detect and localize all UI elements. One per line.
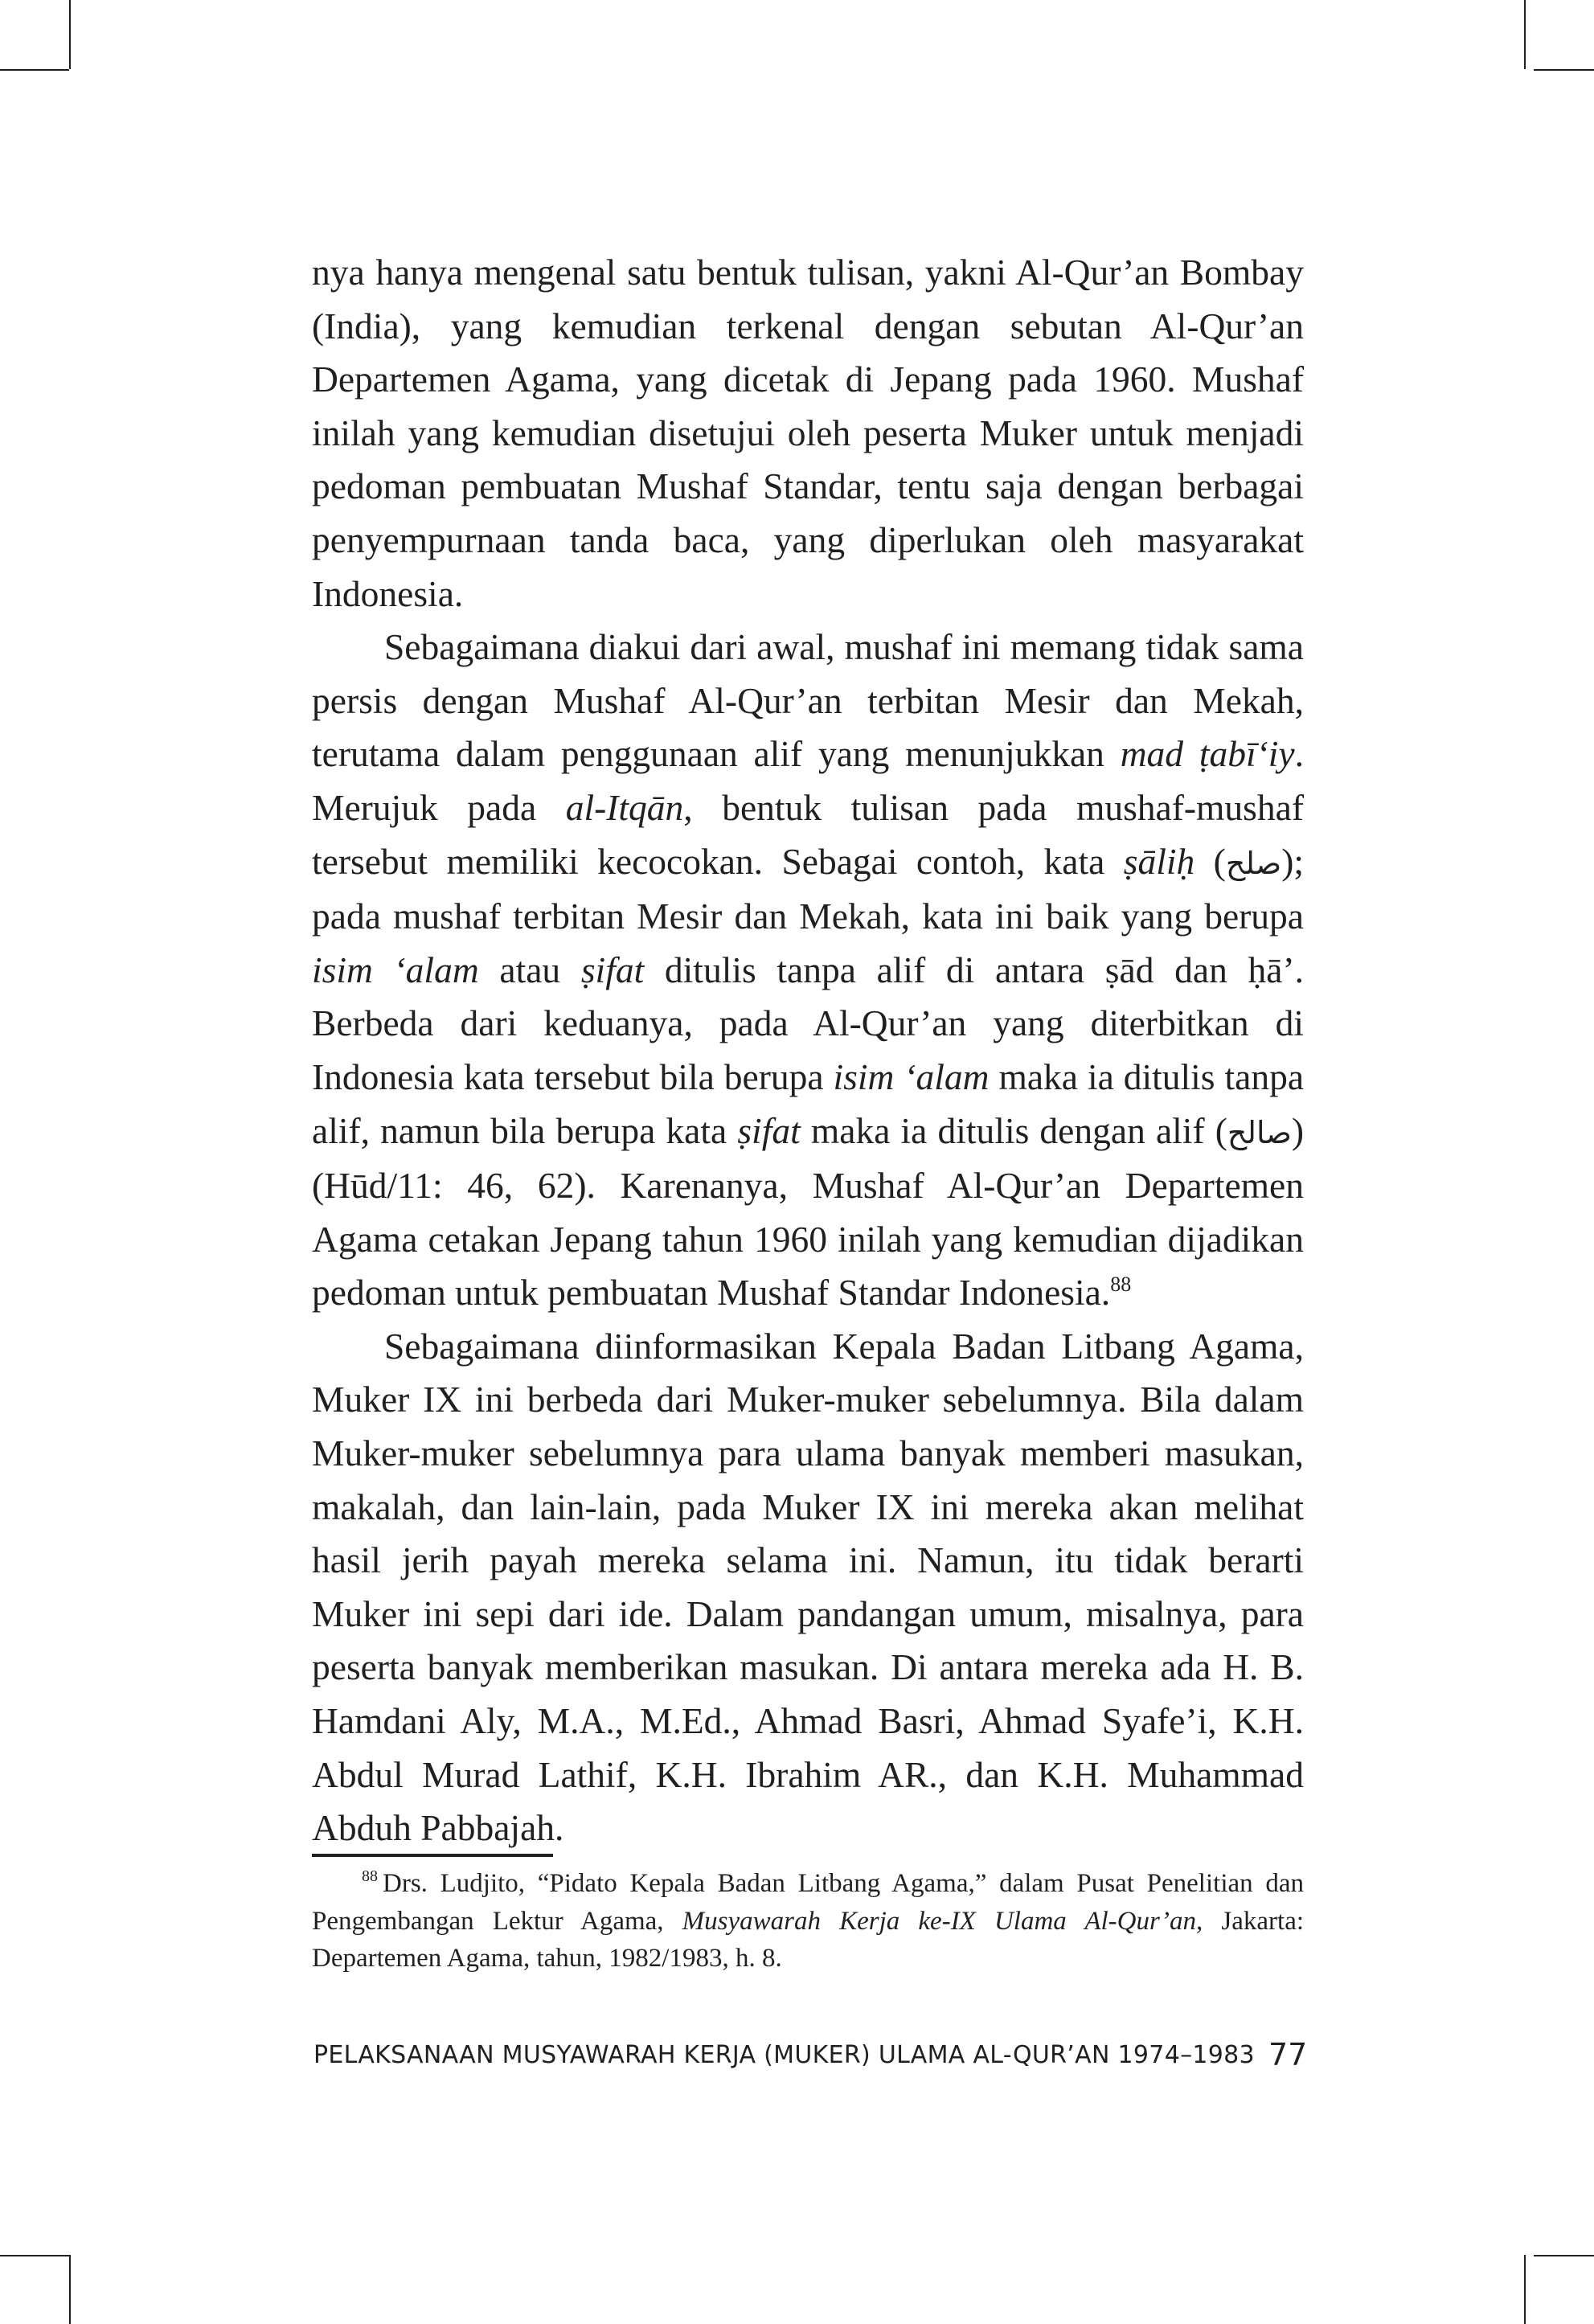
crop-mark-top-left-horizontal (0, 69, 69, 71)
text-run: ); pada mushaf terbitan Mesir dan Mekah, kata ini baik yang berupa (312, 840, 1304, 937)
italic-term: ṣāliḥ (1123, 840, 1195, 882)
text-run: Jakarta: Departemen Agama, tahun, 1982/1983, h. 8. (312, 1906, 1305, 1973)
italic-term: ṣifat (737, 1109, 801, 1151)
text-run: , bentuk tulisan pada mushaf-mushaf tersebut memiliki kecocokan. Sebagai contoh, kata (312, 786, 1304, 882)
text-run: maka ia ditulis tanpa alif, namun bila berupa kata (312, 1055, 1305, 1151)
text-run: Sebagaimana diinformasikan Kepala Badan Litbang Agama, Muker IX ini berbeda dari Muker-muker sebelumnya. Bila dalam Muker-muker sebelumnya para ulama banyak memberi masukan, makalah, dan lain-lain, pada Muker IX ini mereka akan melihat hasil jerih payah mereka selama ini. Namun, itu tidak berarti Muker ini sepi dari ide. Dalam pandangan umum, misalnya, para peserta banyak memberikan masukan. Di antara mereka ada H. B. Hamdani Aly, M.A., M.Ed., Ahmad Basri, Ahmad Syafe’i, K.H. Abdul Murad Lathif, K.H. Ibrahim AR., dan K.H. Muhammad Abduh Pabbajah. (312, 1325, 1304, 1849)
crop-mark-bottom-right-horizontal (1534, 2255, 1594, 2256)
text-run: ditulis tanpa alif di antara ṣād dan ḥā’. Berbeda dari keduanya, pada Al-Qur’an yang diterbitkan di Indonesia kata tersebut bila berupa (312, 949, 1304, 1097)
text-run: ) (Hūd/11: 46, 62). Karenanya, Mushaf Al-Qur’an Departemen Agama cetakan Jepang tahun 1960 inilah yang kemudian dijadikan pedoman untuk pembuatan Mushaf Standar Indonesia. (312, 1109, 1304, 1314)
crop-mark-bottom-left-vertical (69, 2255, 71, 2324)
paragraph-2 (312, 621, 1304, 1320)
text-run: . Merujuk pada (312, 733, 1304, 828)
paragraph-1 (312, 246, 1304, 621)
text-run: atau (478, 949, 581, 990)
italic-term: ṣifat (580, 949, 645, 990)
text-run: Drs. Ludjito, “Pidato Kepala Badan Litbang Agama,” dalam Pusat Penelitian dan Pengembangan Lektur Agama, (312, 1869, 1304, 1936)
footnote-marker (312, 1865, 383, 1903)
text-run: ( (1194, 840, 1226, 882)
footnote-separator (312, 1854, 553, 1857)
running-footer-title: PELAKSANAAN MUSYAWARAH KERJA (MUKER) ULAMA AL-QUR’AN 1974–1983 (313, 2041, 1255, 2069)
crop-mark-top-right-horizontal (1534, 69, 1594, 71)
paragraph-3 (312, 1320, 1304, 1855)
text-run: maka ia ditulis dengan alif ( (800, 1109, 1227, 1151)
italic-term: isim ‘alam (833, 1055, 990, 1097)
italic-term: al-Itqān (565, 786, 684, 828)
footnote-text (312, 1869, 1304, 1973)
footnote-reference: 88 (1110, 1273, 1132, 1297)
italic-term: mad ṭabī‘iy (1120, 733, 1295, 775)
footnote-number: 88 (362, 1867, 378, 1885)
italic-term: isim ‘alam (312, 949, 479, 990)
text-run: Sebagaimana diakui dari awal, mushaf ini memang tidak sama persis dengan Mushaf Al-Qur’an terbitan Mesir dan Mekah, terutama dalam penggunaan alif yang menunjukkan (312, 626, 1304, 775)
crop-mark-top-left-vertical (69, 0, 71, 69)
crop-mark-bottom-right-vertical (1524, 2255, 1526, 2324)
body-text (312, 246, 1304, 1855)
crop-mark-bottom-left-horizontal (0, 2255, 69, 2256)
arabic-word: صالح (1227, 1114, 1292, 1150)
crop-mark-top-right-vertical (1524, 0, 1526, 69)
page-number: 77 (1268, 2037, 1308, 2072)
italic-term: Musyawarah Kerja ke-IX Ulama Al-Qur’an, (682, 1906, 1203, 1936)
arabic-word: صلح (1225, 845, 1282, 881)
text-run: nya hanya mengenal satu bentuk tulisan, yakni Al-Qur’an Bombay (India), yang kemudian terkenal dengan sebutan Al-Qur’an Departemen Agama, yang dicetak di Jepang pada 1960. Mushaf inilah yang kemudian disetujui oleh peserta Muker untuk menjadi pedoman pembuatan Mushaf Standar, tentu saja dengan berbagai penyempurnaan tanda baca, yang diperlukan oleh masyarakat Indonesia. (312, 252, 1304, 614)
footnote-88 (312, 1865, 1304, 1978)
